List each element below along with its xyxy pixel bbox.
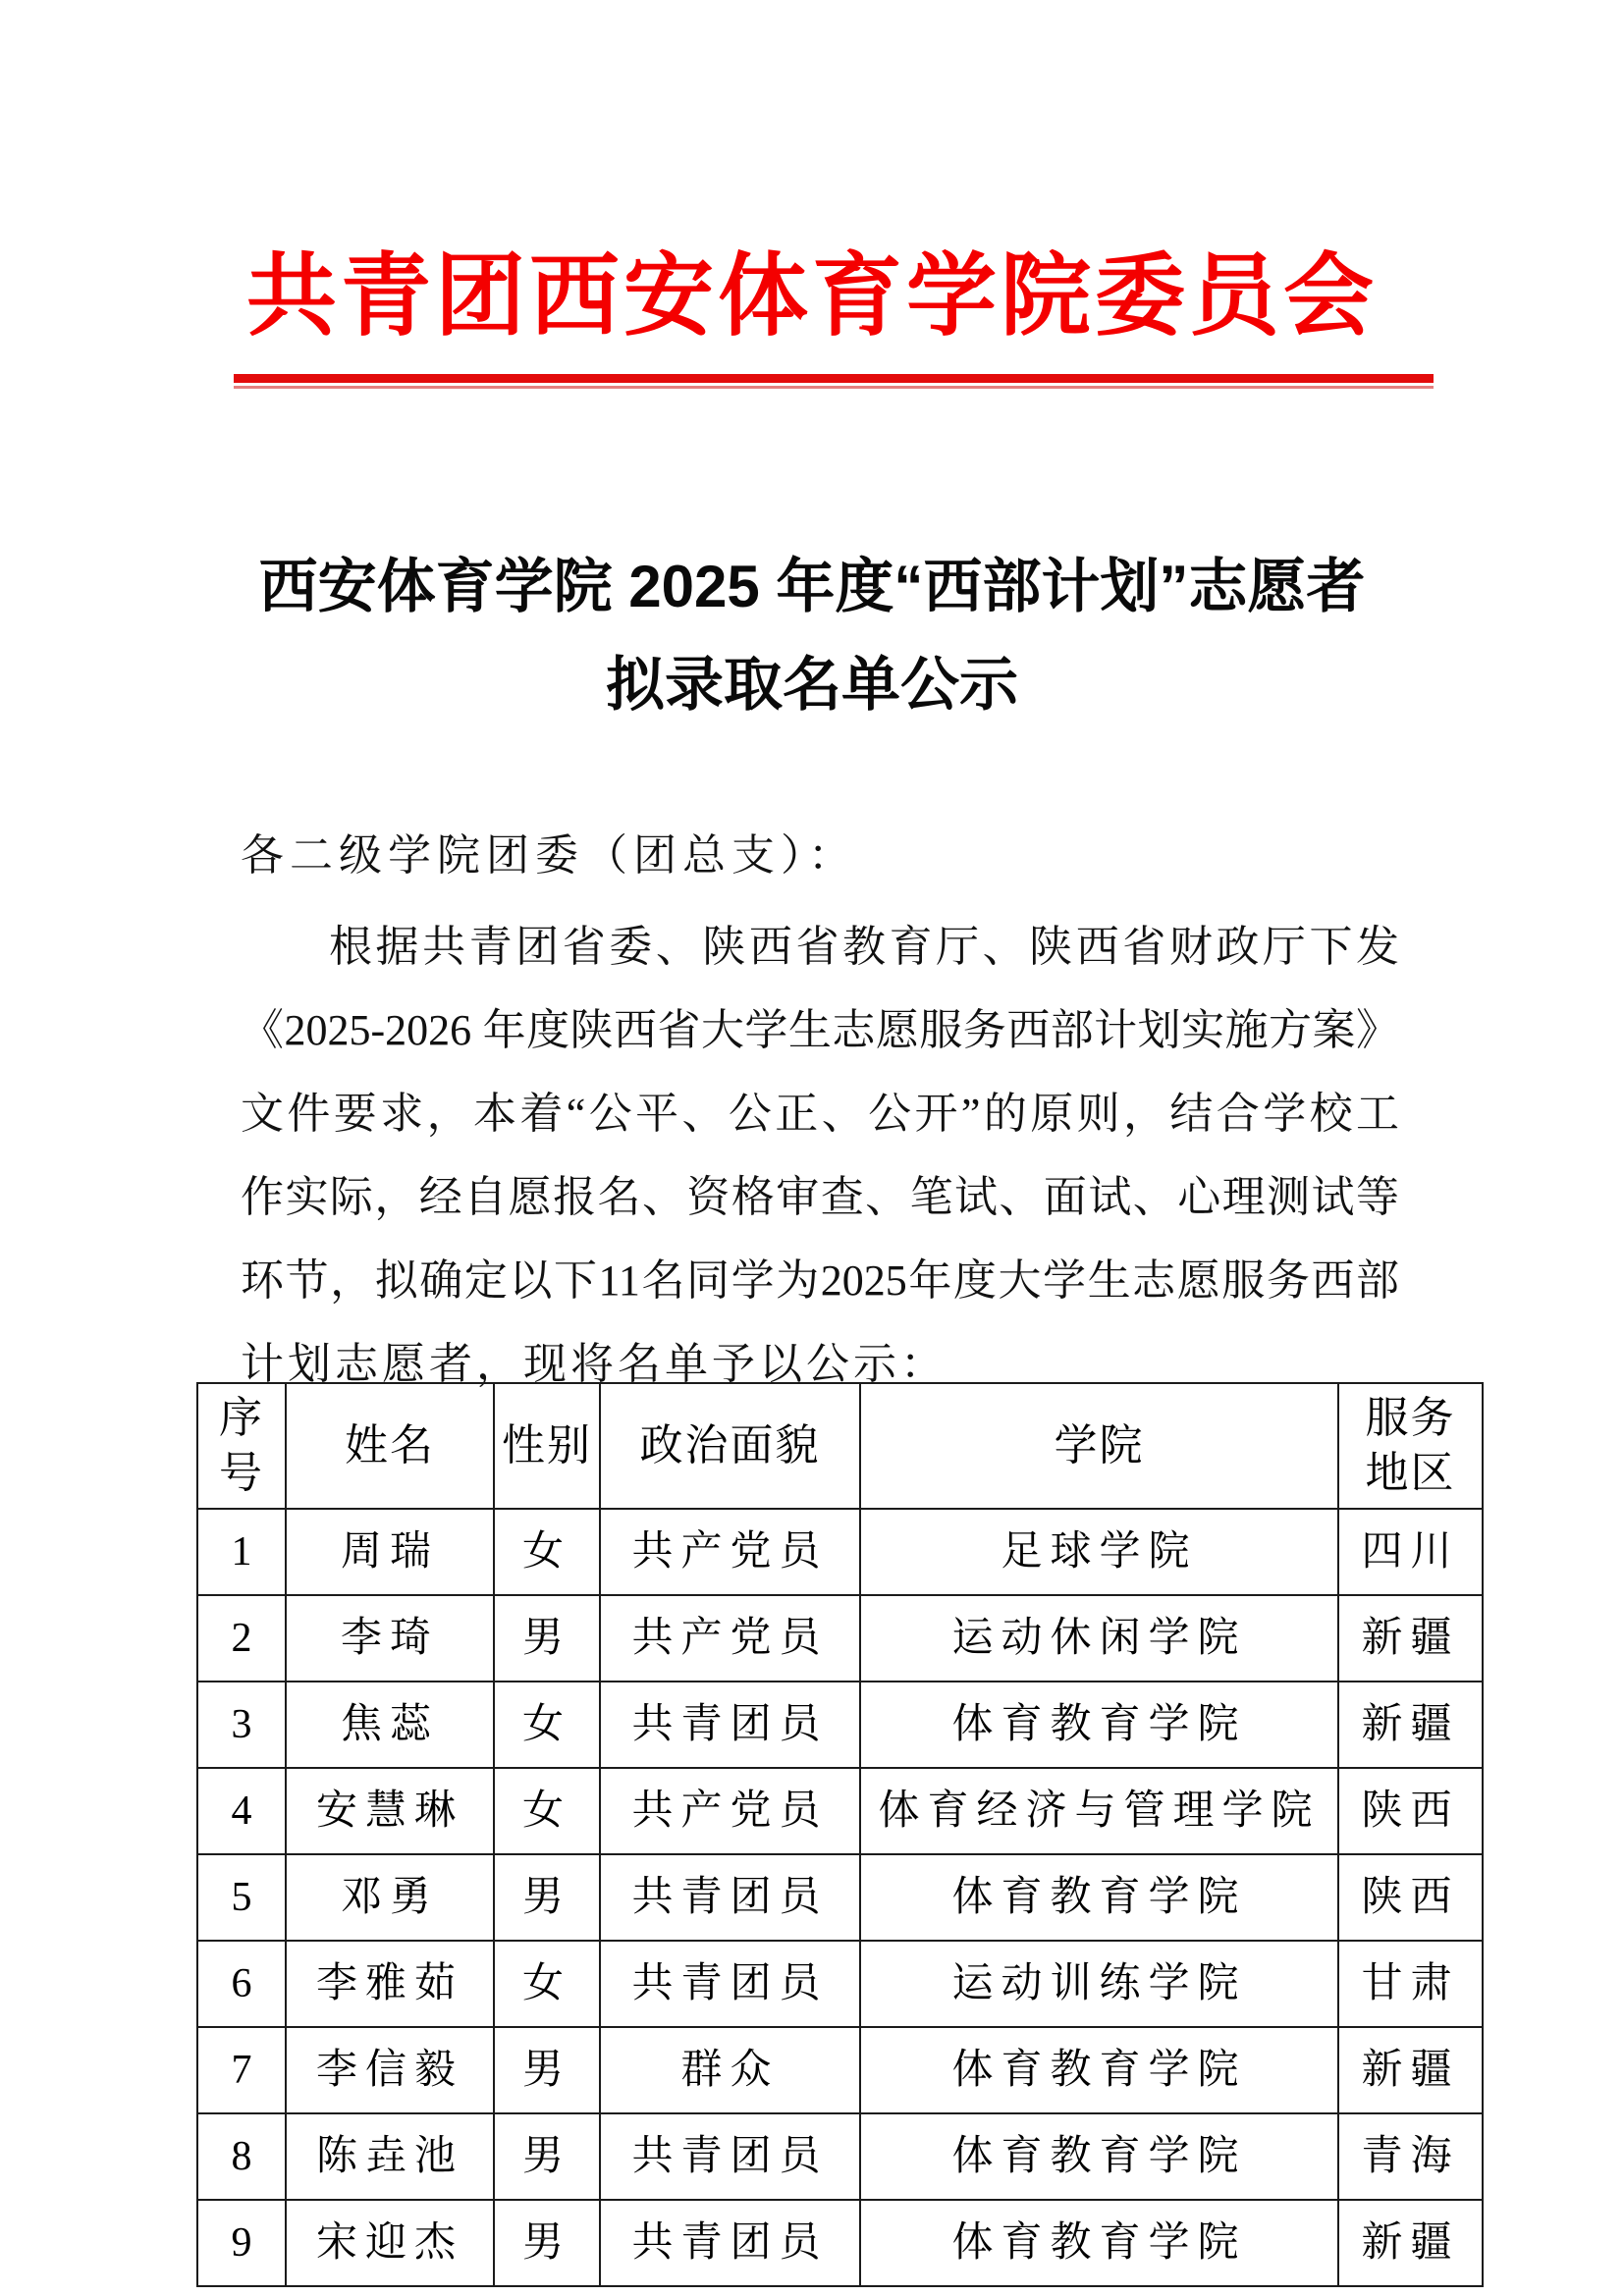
table-row bbox=[197, 2200, 1483, 2286]
cell-politics: 共青团员 bbox=[600, 1941, 860, 2027]
cell-name: 焦蕊 bbox=[286, 1682, 494, 1768]
cell-college: 运动训练学院 bbox=[860, 1941, 1338, 2027]
cell-politics: 群众 bbox=[600, 2027, 860, 2113]
body-line: 文件要求，本着“公平、公正、公开”的原则，结合学校工 bbox=[241, 1090, 1399, 1138]
cell-number: 1 bbox=[197, 1509, 286, 1595]
cell-region: 青海 bbox=[1338, 2113, 1483, 2200]
cell-region: 甘肃 bbox=[1338, 1941, 1483, 2027]
cell-name: 陈垚池 bbox=[286, 2113, 494, 2200]
table-row bbox=[197, 1682, 1483, 1768]
cell-region: 陕西 bbox=[1338, 1768, 1483, 1854]
cell-politics: 共产党员 bbox=[600, 1509, 860, 1595]
cell-gender: 女 bbox=[494, 1941, 600, 2027]
cell-number: 8 bbox=[197, 2113, 286, 2200]
cell-politics: 共产党员 bbox=[600, 1595, 860, 1682]
body-line: 环节，拟确定以下11名同学为2025年度大学生志愿服务西部 bbox=[241, 1256, 1399, 1305]
cell-name: 李琦 bbox=[286, 1595, 494, 1682]
cell-name: 李信毅 bbox=[286, 2027, 494, 2113]
table-row bbox=[197, 1768, 1483, 1854]
cell-number: 6 bbox=[197, 1941, 286, 2027]
header-cell-number: 序号 bbox=[197, 1383, 286, 1509]
doc-title-line1: 西安体育学院 2025 年度“西部计划”志愿者 bbox=[258, 554, 1366, 619]
body-line: 《2025-2026 年度陕西省大学生志愿服务西部计划实施方案》 bbox=[241, 1006, 1399, 1054]
cell-name: 宋迎杰 bbox=[286, 2200, 494, 2286]
header-cell-college: 学院 bbox=[860, 1383, 1338, 1509]
header-cell-name: 姓名 bbox=[286, 1383, 494, 1509]
cell-region: 新疆 bbox=[1338, 1682, 1483, 1768]
table-header-row bbox=[197, 1383, 1483, 1509]
header-cell-gender: 性别 bbox=[494, 1383, 600, 1509]
cell-region: 新疆 bbox=[1338, 2027, 1483, 2113]
cell-number: 2 bbox=[197, 1595, 286, 1682]
doc-title-line2: 拟录取名单公示 bbox=[606, 652, 1018, 718]
table-row bbox=[197, 1941, 1483, 2027]
doc-title bbox=[218, 538, 1406, 734]
cell-number: 5 bbox=[197, 1854, 286, 1941]
body-line: 计划志愿者，现将名单予以公示： bbox=[241, 1340, 947, 1388]
table-row bbox=[197, 1854, 1483, 1941]
cell-gender: 女 bbox=[494, 1682, 600, 1768]
cell-gender: 男 bbox=[494, 2113, 600, 2200]
cell-politics: 共产党员 bbox=[600, 1768, 860, 1854]
cell-gender: 男 bbox=[494, 2027, 600, 2113]
cell-number: 7 bbox=[197, 2027, 286, 2113]
table-row bbox=[197, 2113, 1483, 2200]
body-line: 根据共青团省委、陕西省教育厅、陕西省财政厅下发 bbox=[329, 923, 1399, 971]
cell-name: 邓勇 bbox=[286, 1854, 494, 1941]
cell-college: 体育教育学院 bbox=[860, 1854, 1338, 1941]
cell-politics: 共青团员 bbox=[600, 1682, 860, 1768]
cell-politics: 共青团员 bbox=[600, 2113, 860, 2200]
cell-region: 新疆 bbox=[1338, 2200, 1483, 2286]
cell-politics: 共青团员 bbox=[600, 1854, 860, 1941]
cell-number: 3 bbox=[197, 1682, 286, 1768]
cell-college: 体育教育学院 bbox=[860, 2113, 1338, 2200]
cell-region: 新疆 bbox=[1338, 1595, 1483, 1682]
cell-college: 足球学院 bbox=[860, 1509, 1338, 1595]
cell-college: 体育经济与管理学院 bbox=[860, 1768, 1338, 1854]
cell-college: 运动休闲学院 bbox=[860, 1595, 1338, 1682]
cell-gender: 男 bbox=[494, 1595, 600, 1682]
salutation: 各二级学院团委（团总支）： bbox=[241, 831, 857, 880]
roster-table bbox=[196, 1382, 1484, 2287]
cell-number: 9 bbox=[197, 2200, 286, 2286]
letterhead-title: 共青团西安体育学院委员会 bbox=[245, 246, 1378, 347]
red-separator bbox=[234, 374, 1434, 389]
cell-gender: 女 bbox=[494, 1768, 600, 1854]
cell-gender: 男 bbox=[494, 2200, 600, 2286]
header-cell-region: 服务地区 bbox=[1338, 1383, 1483, 1509]
red-separator-thick-line bbox=[234, 374, 1434, 383]
cell-name: 安慧琳 bbox=[286, 1768, 494, 1854]
table-row bbox=[197, 1509, 1483, 1595]
cell-name: 周瑞 bbox=[286, 1509, 494, 1595]
cell-politics: 共青团员 bbox=[600, 2200, 860, 2286]
cell-region: 陕西 bbox=[1338, 1854, 1483, 1941]
header-cell-politics: 政治面貌 bbox=[600, 1383, 860, 1509]
red-separator-thin-line bbox=[234, 386, 1434, 389]
cell-college: 体育教育学院 bbox=[860, 2200, 1338, 2286]
cell-gender: 男 bbox=[494, 1854, 600, 1941]
cell-region: 四川 bbox=[1338, 1509, 1483, 1595]
cell-college: 体育教育学院 bbox=[860, 2027, 1338, 2113]
cell-name: 李雅茹 bbox=[286, 1941, 494, 2027]
cell-college: 体育教育学院 bbox=[860, 1682, 1338, 1768]
table-row bbox=[197, 1595, 1483, 1682]
table-row bbox=[197, 2027, 1483, 2113]
cell-number: 4 bbox=[197, 1768, 286, 1854]
body-line: 作实际，经自愿报名、资格审查、笔试、面试、心理测试等 bbox=[241, 1173, 1399, 1221]
cell-gender: 女 bbox=[494, 1509, 600, 1595]
